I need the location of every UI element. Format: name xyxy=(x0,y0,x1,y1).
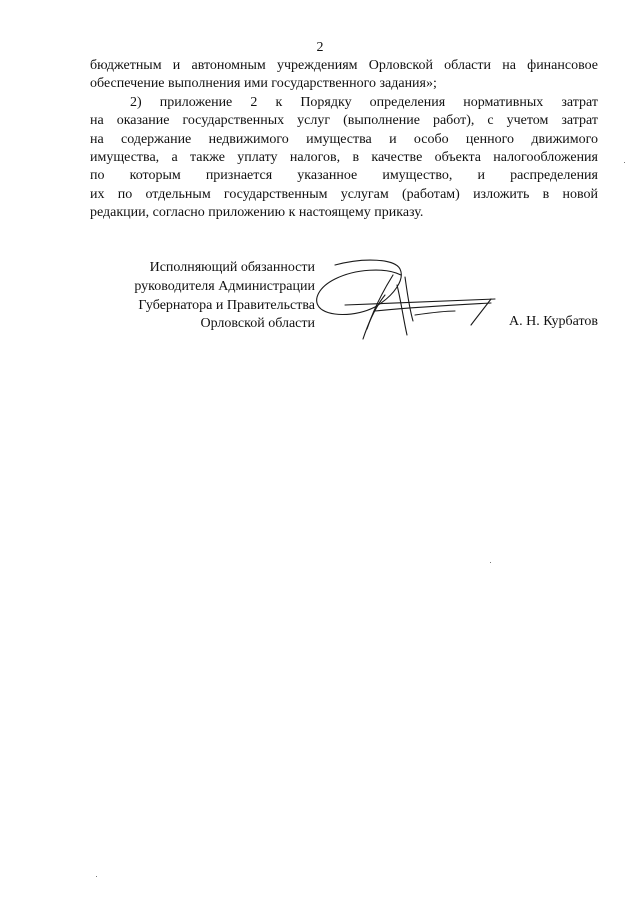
handwritten-signature xyxy=(305,255,505,350)
body-line-7: по которым признается указанное имущество, и распределения xyxy=(90,168,598,184)
body-line-4: на оказание государственных услуг (выполнение работ), с учетом затрат xyxy=(90,113,598,129)
scan-speck xyxy=(96,876,97,877)
body-line-8: их по отдельным государственным услугам (работам) изложить в новой xyxy=(90,186,598,202)
signatory-title xyxy=(100,259,315,334)
body-line-6: имущества, а также уплату налогов, в качестве объекта налогообложения xyxy=(90,150,598,166)
page-number: 2 xyxy=(316,40,324,55)
body-line-5: на содержание недвижимого имущества и особо ценного движимого xyxy=(90,131,598,147)
signatory-title-line-1: Исполняющий обязанности xyxy=(149,260,315,275)
signatory-title-line-4: Орловской области xyxy=(200,316,315,332)
scan-speck xyxy=(624,162,625,163)
body-line-3: 2) приложение 2 к Порядку определения нормативных затрат xyxy=(130,94,598,110)
scan-speck xyxy=(490,562,491,563)
body-line-9: редакции, согласно приложению к настоящему приказу. xyxy=(90,205,424,221)
signatory-title-line-2: руководителя Администрации xyxy=(134,278,315,294)
body-text xyxy=(90,57,598,223)
signatory-title-line-3: Губернатора и Правительства xyxy=(138,297,315,313)
signer-name: А. Н. Курбатов xyxy=(508,314,598,329)
body-line-2: обеспечение выполнения ими государственного задания»; xyxy=(90,76,437,92)
body-line-1: бюджетным и автономным учреждениям Орловской области на финансовое xyxy=(90,58,598,73)
